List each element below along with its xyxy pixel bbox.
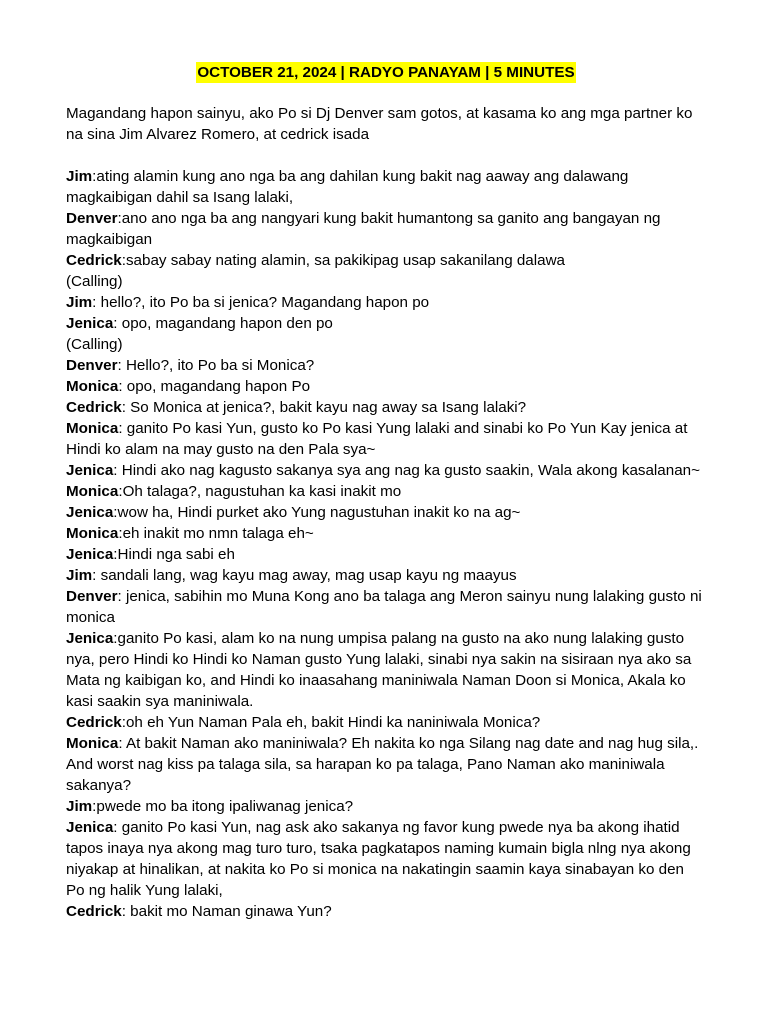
speaker-name: Cedrick [66,252,122,269]
dialogue-line [66,544,706,565]
line-text: hello?, ito Po ba si jenica? Magandang hapon po [100,294,430,311]
document-page [66,62,706,922]
speaker-separator: : [121,714,126,731]
dialogue-line [66,901,706,922]
speaker-name: Denver [66,357,118,374]
dialogue-line [66,628,706,712]
line-text: bakit mo Naman ginawa Yun? [130,903,332,920]
speaker-name: Jenica [66,462,114,479]
speaker-name: Jenica [66,819,114,836]
line-text: ganito Po kasi Yun, nag ask ako sakanya ng favor kung pwede nya ba akong ihatid tapos inaya nya akong mag turo turo, tsaka pagkatapos naming kumain bigla nlng nya akong niyakap at hinalikan, at nakita ko Po si monica na nakatingin saamin kaya sinabayan ko den Po ng halik Yung lalaki, [66,819,691,899]
speaker-name: Cedrick [66,714,122,731]
line-text: sandali lang, wag kayu mag away, mag usap kayu ng maayus [100,567,517,584]
speaker-name: Monica [66,525,119,542]
speaker-separator: : [113,504,118,521]
dialogue-line [66,796,706,817]
speaker-separator: : [118,735,126,752]
speaker-name: Jim [66,294,93,311]
dialogue-line [66,460,706,481]
dialogue-line [66,313,706,334]
speaker-name: Monica [66,483,119,500]
speaker-separator: : [92,168,97,185]
dialogue-line [66,334,706,355]
dialogue-line [66,208,706,250]
speaker-name: Jenica [66,630,114,647]
speaker-name: Cedrick [66,903,122,920]
line-text: Oh talaga?, nagustuhan ka kasi inakit mo [122,483,402,500]
line-text: pwede mo ba itong ipaliwanag jenica? [96,798,354,815]
line-text: ganito Po kasi, alam ko na nung umpisa palang na gusto na ako nung lalaking gusto nya, pero Hindi ko Hindi ko Naman gusto Yung lalaki, sinabi nya sakin na sisiraan nya ako sa Mata ng kaibigan ko, and Hindi ko inaasahang maniniwala Naman Doon si Monica, Akala ko kasi saakin sya maniniwala. [66,630,692,710]
line-text: So Monica at jenica?, bakit kayu nag away sa Isang lalaki? [130,399,527,416]
speaker-name: Jenica [66,504,114,521]
speaker-separator: : [121,399,131,416]
line-text: jenica, sabihin mo Muna Kong ano ba talaga ang Meron sainyu nung lalaking gusto ni monica [66,588,702,626]
speaker-separator: : [92,798,97,815]
speaker-separator: : [113,630,118,647]
speaker-separator: : [121,903,131,920]
line-text: ganito Po kasi Yun, gusto ko Po kasi Yung lalaki and sinabi ko Po Yun Kay jenica at Hindi ko alam na may gusto na den Pala sya~ [66,420,688,458]
speaker-name: Monica [66,420,119,437]
speaker-name: Jim [66,798,93,815]
speaker-separator: : [121,252,126,269]
line-text: wow ha, Hindi purket ako Yung nagustuhan inakit ko na ag~ [117,504,521,521]
line-text: sabay sabay nating alamin, sa pakikipag usap sakanilang dalawa [125,252,565,269]
speaker-separator: : [118,378,127,395]
speaker-name: Denver [66,588,118,605]
line-text: Hindi nga sabi eh [117,546,235,563]
speaker-separator: : [118,483,123,500]
dialogue-line [66,376,706,397]
dialogue-line [66,733,706,796]
dialogue-line [66,523,706,544]
dialogue-line [66,166,706,208]
dialogue-line [66,250,706,271]
line-text: Hindi ako nag kagusto sakanya sya ang nag ka gusto saakin, Wala akong kasalanan~ [121,462,700,479]
line-text: (Calling) [66,336,123,353]
speaker-name: Cedrick [66,399,122,416]
speaker-separator: : [113,819,122,836]
speaker-separator: : [118,420,127,437]
dialogue-line [66,397,706,418]
speaker-separator: : [117,210,122,227]
dialogue-line [66,712,706,733]
intro-paragraph: Magandang hapon sainyu, ako Po si Dj Denver sam gotos, at kasama ko ang mga partner ko na sina Jim Alvarez Romero, at cedrick isada [66,105,693,143]
speaker-separator: : [113,546,118,563]
line-text: Hello?, ito Po ba si Monica? [125,357,315,374]
dialogue-line [66,502,706,523]
dialogue-line [66,355,706,376]
dialogue-transcript [66,166,706,922]
speaker-separator: : [92,294,101,311]
speaker-name: Jenica [66,546,114,563]
speaker-name: Denver [66,210,118,227]
speaker-separator: : [92,567,101,584]
speaker-name: Jim [66,168,93,185]
line-text: oh eh Yun Naman Pala eh, bakit Hindi ka naniniwala Monica? [125,714,541,731]
dialogue-line [66,271,706,292]
speaker-separator: : [117,357,126,374]
speaker-name: Jenica [66,315,114,332]
line-text: ano ano nga ba ang nangyari kung bakit humantong sa ganito ang bangayan ng magkaibigan [66,210,661,248]
dialogue-line [66,292,706,313]
speaker-separator: : [117,588,126,605]
title-row [66,62,706,84]
line-text: (Calling) [66,273,123,290]
line-text: ating alamin kung ano nga ba ang dahilan kung bakit nag aaway ang dalawang magkaibigan dahil sa Isang lalaki, [66,168,629,206]
line-text: At bakit Naman ako maniniwala? Eh nakita ko nga Silang nag date and nag hug sila,. And worst nag kiss pa talaga sila, sa harapan ko pa talaga, Pano Naman ako maniniwala sakanya? [66,735,699,794]
dialogue-line [66,586,706,628]
dialogue-line [66,817,706,901]
dialogue-line [66,565,706,586]
line-text: opo, magandang hapon Po [126,378,311,395]
line-text: eh inakit mo nmn talaga eh~ [122,525,314,542]
document-title: OCTOBER 21, 2024 | RADYO PANAYAM | 5 MINUTES [197,64,575,81]
speaker-name: Jim [66,567,93,584]
dialogue-line [66,481,706,502]
dialogue-line [66,418,706,460]
speaker-name: Monica [66,378,119,395]
speaker-separator: : [113,462,122,479]
speaker-separator: : [113,315,122,332]
speaker-name: Monica [66,735,119,752]
line-text: opo, magandang hapon den po [121,315,333,332]
speaker-separator: : [118,525,123,542]
